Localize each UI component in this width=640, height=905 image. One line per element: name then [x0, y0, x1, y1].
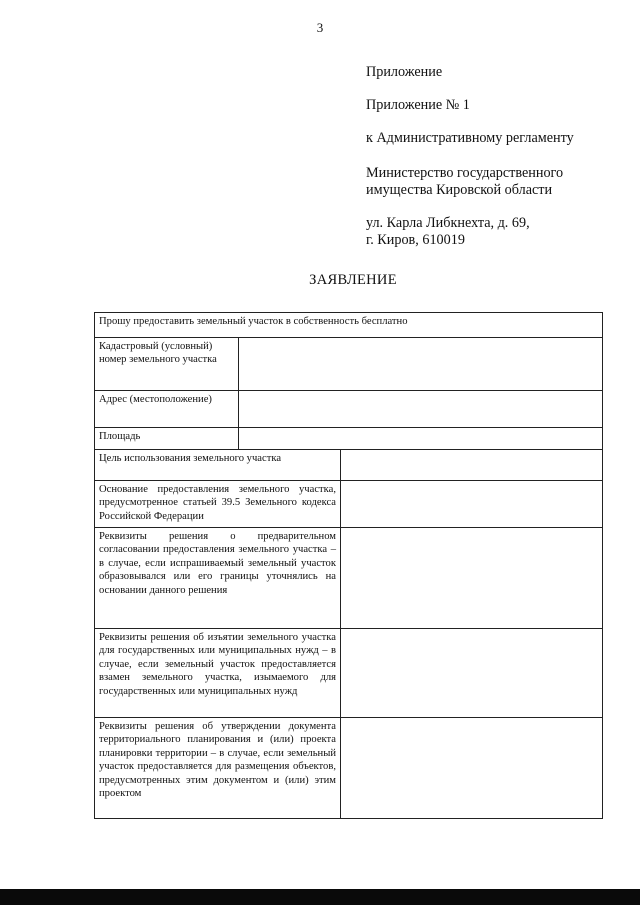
prelim-decision-input[interactable]: [341, 528, 603, 629]
addressee-block: [366, 64, 626, 249]
request-row: Прошу предоставить земельный участок в собственность бесплатно: [95, 313, 603, 338]
address-line-2: г. Киров, 610019: [366, 232, 465, 248]
area-label: Площадь: [95, 428, 239, 450]
planning-decision-input[interactable]: [341, 718, 603, 819]
planning-decision-label: Реквизиты решения об утверждении документа территориального планирования и (или) проекта планировки территории – в случае, если земельный участок предоставляется для размещения объектов, предусмотренных этим документом и (или) этим проектом: [95, 718, 341, 819]
area-input[interactable]: [239, 428, 603, 450]
purpose-input[interactable]: [341, 450, 603, 481]
regulation-reference: к Административному регламенту: [366, 130, 574, 146]
seizure-decision-label: Реквизиты решения об изъятии земельного участка для государственных или муниципальных нужд – в случае, если земельный участок предоставляется взамен земельного участка, изымаемого для государственных или муниципальных нужд: [95, 629, 341, 718]
address-line-1: ул. Карла Либкнехта, д. 69,: [366, 215, 530, 231]
prelim-decision-label: Реквизиты решения о предварительном согласовании предоставления земельного участка – в случае, если испрашиваемый земельный участок образовывался или его границы уточнялись на основании данного решения: [95, 528, 341, 629]
document-title: ЗАЯВЛЕНИЕ: [309, 272, 397, 288]
cadastral-label: Кадастровый (условный) номер земельного участка: [95, 338, 239, 391]
basis-input[interactable]: [341, 481, 603, 528]
appendix-label: Приложение: [366, 64, 443, 80]
purpose-label: Цель использования земельного участка: [95, 450, 341, 481]
scan-bottom-edge: [0, 889, 640, 905]
ministry-line-2: имущества Кировской области: [366, 182, 553, 198]
ministry-line-1: Министерство государственного: [366, 165, 564, 181]
seizure-decision-input[interactable]: [341, 629, 603, 718]
appendix-number: Приложение № 1: [366, 97, 470, 113]
application-form: [94, 312, 603, 819]
address-label: Адрес (местоположение): [95, 391, 239, 428]
basis-label: Основание предоставления земельного участка, предусмотренное статьей 39.5 Земельного кодекса Российской Федерации: [95, 481, 341, 528]
cadastral-input[interactable]: [239, 338, 603, 391]
address-input[interactable]: [239, 391, 603, 428]
page-number: 3: [316, 20, 324, 35]
